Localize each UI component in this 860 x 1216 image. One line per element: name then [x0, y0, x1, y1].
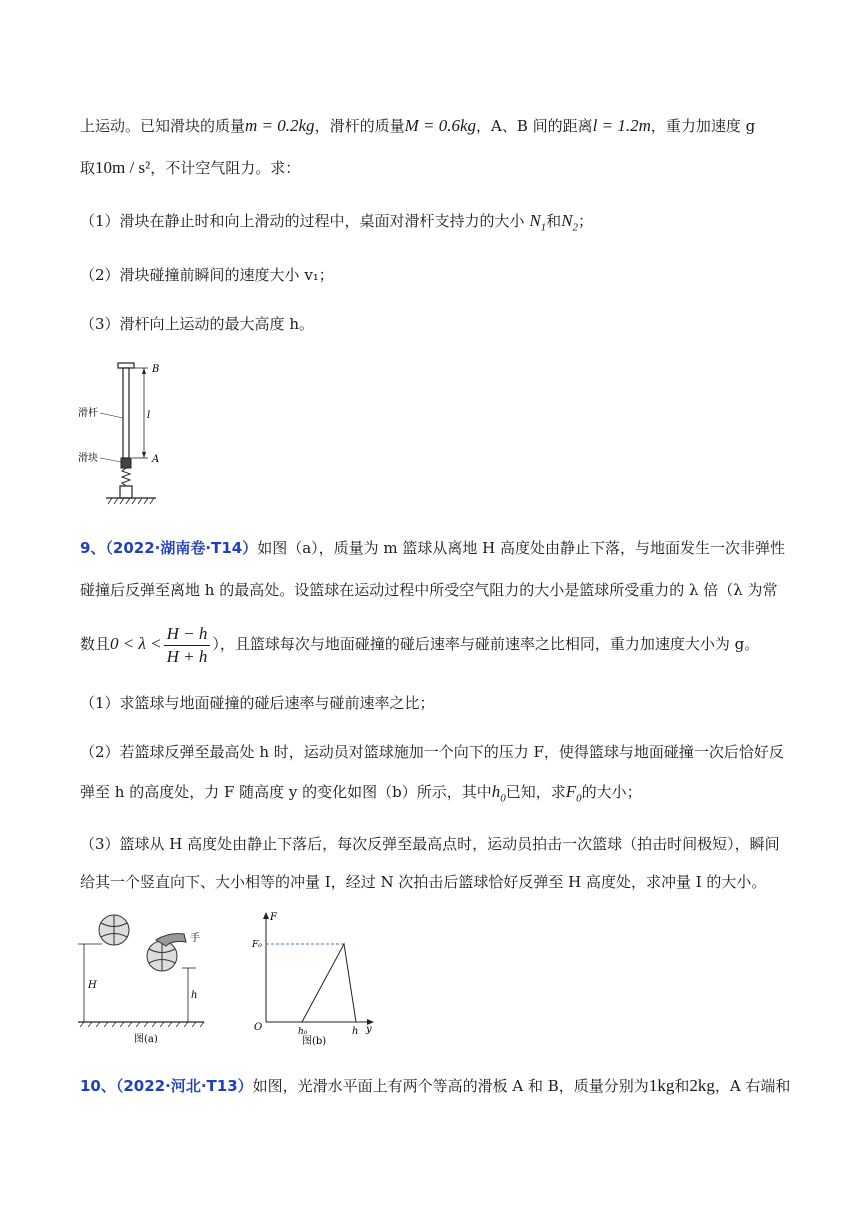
spring — [122, 468, 130, 486]
q9-part2-line2 — [80, 782, 642, 808]
label-F0: F₀ — [252, 940, 262, 950]
caption-b: 图(b) — [302, 1036, 327, 1046]
label-A: A — [152, 454, 160, 465]
q8-intro-line1 — [80, 116, 755, 136]
q9-figure-b — [250, 906, 390, 1046]
text: ，滑杆的质量 — [314, 117, 405, 135]
text: ，A 右端和 — [714, 1077, 791, 1095]
label-rod: 滑杆 — [78, 408, 98, 419]
label-F: F — [270, 912, 277, 923]
N2-symbol: $N_2$ — [561, 211, 579, 234]
q8-rod-figure — [74, 358, 184, 510]
text: 的大小； — [581, 783, 642, 801]
text: 数且 — [80, 635, 111, 653]
label-block: 滑块 — [78, 453, 98, 464]
mass-1kg: 1kg — [648, 1076, 675, 1095]
text: 给其一个竖直向下、大小相等的冲量 I，经过 N 次拍击后篮球恰好反弹至 H 高度处，求冲量 I 的大小。 — [80, 873, 767, 891]
text: ，不计空气阻力。求： — [150, 159, 301, 177]
fraction-H-h: $\frac{H - h}{H + h}$ — [164, 623, 211, 668]
text: ； — [578, 212, 594, 230]
label-l: l — [147, 410, 151, 421]
q9-part3-line1 — [80, 834, 780, 854]
q9-line3 — [80, 620, 759, 668]
q8-part2 — [80, 265, 334, 285]
h0-symbol: $h_0$ — [491, 782, 506, 805]
force-curve — [302, 944, 356, 1022]
mass-M-expr: M = 0.6kg — [404, 116, 477, 135]
mass-m-expr: m = 0.2kg — [245, 116, 315, 135]
F-arrow — [263, 912, 269, 919]
q8-part3 — [80, 314, 314, 334]
q10-header: 10、（2022·河北·T13） — [80, 1077, 253, 1095]
text: 和 — [546, 212, 562, 230]
q9-line1 — [80, 538, 785, 558]
basketball-top — [99, 915, 129, 945]
q9-part3-line2 — [80, 872, 766, 892]
text: 如图，光滑水平面上有两个等高的滑板 A 和 B，质量分别为 — [252, 1077, 649, 1095]
text: 碰撞后反弹至离地 h 的最高处。设篮球在运动过程中所受空气阻力的大小是篮球所受重力的 λ 倍（λ 为常 — [80, 581, 778, 599]
label-O: O — [254, 1022, 263, 1033]
text: （3）篮球从 H 高度处由静止下落后，每次反弹至最高点时，运动员拍击一次篮球（拍击时间极短），瞬间 — [80, 835, 780, 853]
label-hand: 手 — [190, 933, 200, 944]
text: ，重力加速度 g — [650, 117, 756, 135]
inequality: 0 < λ < — [110, 634, 162, 653]
label-h0: h₀ — [298, 1027, 308, 1037]
text: （2）滑块碰撞前瞬间的速度大小 v₁； — [80, 266, 334, 284]
text: （2）若篮球反弹至最高处 h 时，运动员对篮球施加一个向下的压力 F，使得篮球与地面碰撞一次后恰好反 — [80, 743, 784, 761]
text: 和 — [674, 1077, 690, 1095]
rod-top-cap — [118, 363, 134, 368]
basketball-bounce — [147, 941, 177, 971]
text: ），且篮球每次与地面碰撞的碰后速率与碰前速率之比相同，重力加速度大小为 g。 — [212, 635, 760, 653]
text: 如图（a），质量为 m 篮球从离地 H 高度处由静止下落，与地面发生一次非弹性 — [257, 539, 786, 557]
rod-body — [123, 368, 129, 458]
text: （1）滑块在静止时和向上滑动的过程中，桌面对滑杆支持力的大小 — [80, 212, 525, 230]
gravity-value: 10m / s² — [95, 158, 151, 177]
dim-arrow-top — [142, 368, 146, 374]
label-y: y — [366, 1024, 372, 1035]
mass-2kg: 2kg — [689, 1076, 715, 1095]
dim-arrow-bottom — [142, 452, 146, 458]
q10-line1 — [80, 1076, 790, 1096]
q9-header: 9、（2022·湖南卷·T14） — [80, 539, 258, 557]
q9-figure-a — [74, 906, 214, 1046]
label-h: h — [191, 990, 198, 1001]
q8-intro-line2 — [80, 158, 300, 178]
text: 取 — [80, 159, 96, 177]
text: ，A、B 间的距离 — [476, 117, 593, 135]
rod-leader — [100, 413, 123, 418]
label-h: h — [352, 1026, 359, 1037]
label-B: B — [152, 364, 160, 375]
text: 弹至 h 的高度处，力 F 随高度 y 的变化如图（b）所示，其中 — [80, 783, 492, 801]
ground-hatch — [80, 1022, 204, 1027]
N1-symbol: $N_1$ — [529, 211, 547, 234]
length-l-expr: l = 1.2m — [592, 116, 651, 135]
q8-part1 — [80, 211, 593, 237]
base-block — [120, 486, 132, 498]
label-H: H — [88, 980, 97, 991]
text: 上运动。已知滑块的质量 — [80, 117, 246, 135]
text: （1）求篮球与地面碰撞的碰后速率与碰前速率之比； — [80, 694, 435, 712]
text: 已知，求 — [505, 783, 566, 801]
text: （3）滑杆向上运动的最大高度 h。 — [80, 315, 314, 333]
q9-line2 — [80, 580, 778, 600]
block-leader — [100, 458, 121, 462]
q9-part1 — [80, 693, 435, 713]
table-hatch — [108, 498, 154, 504]
F0-symbol: $F_0$ — [565, 782, 582, 805]
slider-block — [121, 458, 131, 468]
q9-part2-line1 — [80, 742, 784, 762]
caption-a: 图(a) — [134, 1034, 158, 1045]
